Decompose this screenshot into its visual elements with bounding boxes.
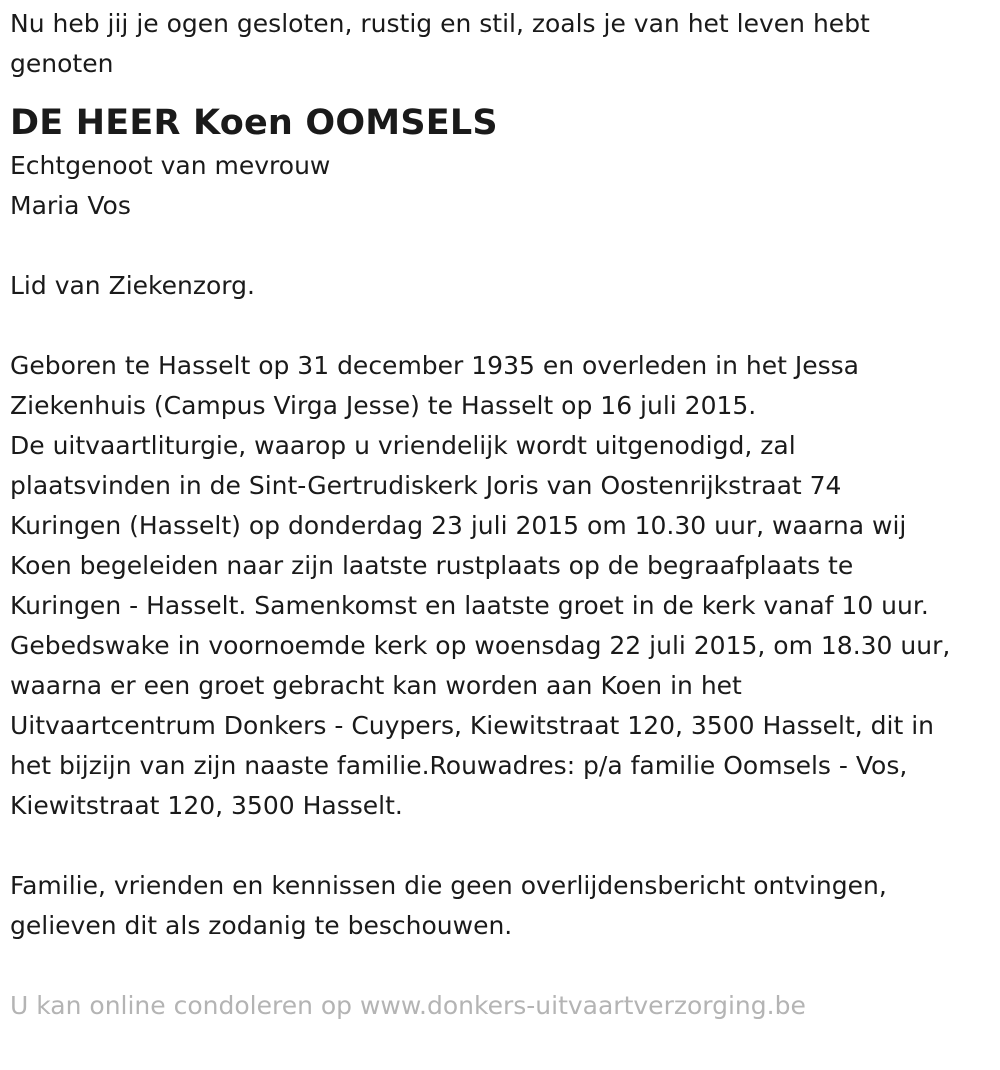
spouse-line: Maria Vos: [10, 191, 131, 220]
body-line: Koen begeleiden naar zijn laatste rustplaats op de begraafplaats te: [10, 551, 854, 580]
membership-line: Lid van Ziekenzorg.: [10, 271, 255, 300]
blank-line: [10, 946, 992, 986]
opening-quote: [10, 4, 992, 84]
closing-line: Familie, vrienden en kennissen die geen overlijdensbericht ontvingen,: [10, 871, 887, 900]
blank-line: [10, 226, 992, 266]
body-line: Kiewitstraat 120, 3500 Hasselt.: [10, 791, 403, 820]
spouse-block: [10, 146, 992, 226]
quote-line: genoten: [10, 49, 114, 78]
deceased-name: DE HEER Koen OOMSELS: [10, 103, 498, 143]
blank-line: [10, 306, 992, 346]
quote-line: Nu heb jij je ogen gesloten, rustig en stil, zoals je van het leven hebt: [10, 9, 870, 38]
death-notice: [10, 4, 992, 1026]
condolence-footer: U kan online condoleren op www.donkers-uitvaartverzorging.be: [10, 991, 806, 1020]
body-line: De uitvaartliturgie, waarop u vriendelijk wordt uitgenodigd, zal: [10, 431, 796, 460]
body-line: Ziekenhuis (Campus Virga Jesse) te Hasselt op 16 juli 2015.: [10, 391, 757, 420]
body-line: het bijzijn van zijn naaste familie.Rouwadres: p/a familie Oomsels - Vos,: [10, 751, 908, 780]
notice-body: [10, 346, 992, 826]
closing-note: [10, 866, 992, 946]
body-line: Geboren te Hasselt op 31 december 1935 en overleden in het Jessa: [10, 351, 859, 380]
body-line: Kuringen - Hasselt. Samenkomst en laatste groet in de kerk vanaf 10 uur.: [10, 591, 929, 620]
closing-line: gelieven dit als zodanig te beschouwen.: [10, 911, 513, 940]
body-line: Kuringen (Hasselt) op donderdag 23 juli 2015 om 10.30 uur, waarna wij: [10, 511, 907, 540]
body-line: Uitvaartcentrum Donkers - Cuypers, Kiewitstraat 120, 3500 Hasselt, dit in: [10, 711, 935, 740]
body-line: waarna er een groet gebracht kan worden aan Koen in het: [10, 671, 742, 700]
blank-line: [10, 826, 992, 866]
body-line: Gebedswake in voornoemde kerk op woensdag 22 juli 2015, om 18.30 uur,: [10, 631, 951, 660]
body-line: plaatsvinden in de Sint-Gertrudiskerk Joris van Oostenrijkstraat 74: [10, 471, 842, 500]
spouse-line: Echtgenoot van mevrouw: [10, 151, 331, 180]
